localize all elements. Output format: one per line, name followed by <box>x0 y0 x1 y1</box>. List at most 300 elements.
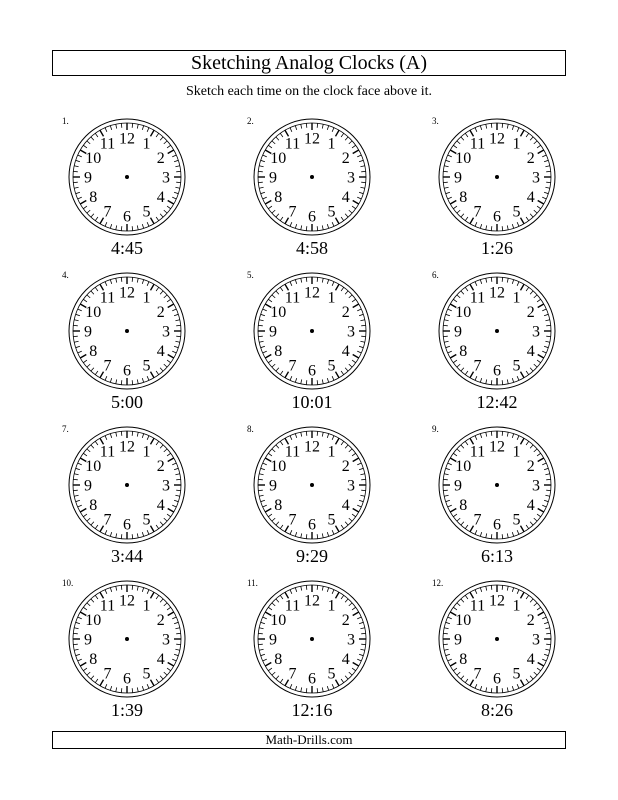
minute-tick <box>301 379 302 383</box>
minute-tick <box>517 282 519 286</box>
clock-numeral: 1 <box>327 443 336 461</box>
hour-tick <box>336 284 340 290</box>
clock-numeral: 11 <box>99 443 116 461</box>
minute-tick <box>327 686 328 690</box>
minute-tick <box>537 360 541 363</box>
minute-tick <box>137 278 138 282</box>
clock-numeral: 4 <box>341 651 350 668</box>
clock-numeral: 6 <box>308 516 316 534</box>
clock-numeral: 2 <box>526 304 535 321</box>
minute-tick <box>359 622 363 623</box>
minute-tick <box>295 280 296 284</box>
minute-tick <box>167 145 171 148</box>
hour-tick <box>538 612 544 616</box>
minute-tick <box>105 128 107 132</box>
minute-tick <box>322 278 323 282</box>
minute-tick <box>174 192 178 193</box>
clock-numeral: 4 <box>156 651 165 668</box>
minute-tick <box>486 379 487 383</box>
hour-tick <box>450 509 456 513</box>
clock-numeral: 11 <box>469 289 486 307</box>
target-time: 4:45 <box>110 238 143 258</box>
minute-tick <box>517 436 519 440</box>
minute-tick <box>322 124 323 128</box>
clock-numeral: 4 <box>526 651 535 668</box>
minute-tick <box>290 590 292 594</box>
hour-tick <box>151 218 155 224</box>
minute-tick <box>295 126 296 130</box>
hour-tick <box>450 355 456 359</box>
clock-numeral: 10 <box>85 458 102 475</box>
clock-numeral: 11 <box>99 135 116 153</box>
minute-tick <box>352 668 356 671</box>
minute-tick <box>545 495 549 496</box>
minute-tick <box>280 441 283 445</box>
clock-numeral: 12 <box>119 438 135 456</box>
minute-tick <box>530 368 533 371</box>
minute-tick <box>537 607 541 610</box>
clock-numeral: 7 <box>288 357 297 375</box>
minute-tick <box>259 495 263 496</box>
hour-tick <box>168 458 174 462</box>
target-time: 1:26 <box>480 238 513 258</box>
minute-tick <box>276 368 279 371</box>
hour-tick <box>151 438 155 444</box>
minute-tick <box>322 586 323 590</box>
problem-number: 6. <box>432 270 439 280</box>
minute-tick <box>276 522 279 525</box>
hour-tick <box>450 663 456 667</box>
minute-tick <box>345 676 348 679</box>
minute-tick <box>444 628 448 629</box>
minute-tick <box>453 360 457 363</box>
minute-tick <box>142 280 143 284</box>
minute-tick <box>507 533 508 537</box>
minute-tick <box>534 141 537 144</box>
clock-numeral: 12 <box>119 284 135 302</box>
minute-tick <box>280 595 283 599</box>
hour-tick <box>168 509 174 513</box>
minute-tick <box>290 684 292 688</box>
minute-tick <box>537 299 541 302</box>
target-time: 8:26 <box>480 700 513 720</box>
hour-tick <box>521 438 525 444</box>
minute-tick <box>360 166 364 167</box>
minute-tick <box>542 197 546 199</box>
minute-tick <box>448 197 452 199</box>
clock-numeral: 9 <box>454 477 462 495</box>
minute-tick <box>332 128 334 132</box>
hour-tick <box>353 612 359 616</box>
minute-tick <box>276 214 279 217</box>
minute-tick <box>116 432 117 436</box>
hour-tick <box>336 372 340 378</box>
minute-tick <box>105 282 107 286</box>
clock-numeral: 6 <box>123 516 131 534</box>
clock-numeral: 12 <box>489 592 505 610</box>
minute-tick <box>457 364 460 367</box>
minute-tick <box>542 659 546 661</box>
problem-number: 2. <box>247 116 254 126</box>
minute-tick <box>545 474 549 475</box>
minute-tick <box>175 628 179 629</box>
minute-tick <box>95 525 98 529</box>
minute-tick <box>530 522 533 525</box>
minute-tick <box>480 686 481 690</box>
clock-problem <box>237 420 387 570</box>
problem-number: 10. <box>62 578 74 588</box>
minute-tick <box>352 453 356 456</box>
minute-tick <box>175 649 179 650</box>
minute-tick <box>172 309 176 311</box>
clock-numeral: 1 <box>327 289 336 307</box>
minute-tick <box>276 445 279 448</box>
clock-numeral: 3 <box>162 631 170 649</box>
clock-numeral: 2 <box>341 612 350 629</box>
minute-tick <box>276 676 279 679</box>
hour-tick <box>450 201 456 205</box>
minute-tick <box>446 500 450 501</box>
minute-tick <box>359 500 363 501</box>
minute-tick <box>545 628 549 629</box>
minute-tick <box>359 654 363 655</box>
minute-tick <box>530 599 533 602</box>
minute-tick <box>142 588 143 592</box>
hour-tick <box>538 509 544 513</box>
minute-tick <box>359 314 363 315</box>
clock-numeral: 3 <box>347 169 355 187</box>
minute-tick <box>78 309 82 311</box>
minute-tick <box>160 214 163 217</box>
problem-number: 3. <box>432 116 439 126</box>
clock-numeral: 2 <box>156 150 165 167</box>
minute-tick <box>341 371 344 375</box>
minute-tick <box>280 371 283 375</box>
clock-numeral: 12 <box>119 592 135 610</box>
minute-tick <box>272 449 275 452</box>
minute-tick <box>116 533 117 537</box>
minute-tick <box>544 622 548 623</box>
minute-tick <box>87 449 90 452</box>
minute-tick <box>345 599 348 602</box>
minute-tick <box>74 187 78 188</box>
clock-numeral: 6 <box>123 362 131 380</box>
minute-tick <box>349 141 352 144</box>
minute-tick <box>268 206 272 209</box>
minute-tick <box>332 222 334 226</box>
minute-tick <box>74 166 78 167</box>
clock-center-dot <box>310 329 314 333</box>
minute-tick <box>74 628 78 629</box>
minute-tick <box>142 126 143 130</box>
minute-tick <box>322 687 323 691</box>
minute-tick <box>444 474 448 475</box>
minute-tick <box>544 500 548 501</box>
minute-tick <box>105 530 107 534</box>
minute-tick <box>453 607 457 610</box>
minute-tick <box>91 368 94 371</box>
minute-tick <box>91 291 94 294</box>
minute-tick <box>512 378 513 382</box>
minute-tick <box>280 133 283 137</box>
minute-tick <box>164 603 167 606</box>
minute-tick <box>352 206 356 209</box>
minute-tick <box>486 278 487 282</box>
minute-tick <box>156 133 159 137</box>
minute-tick <box>74 320 78 321</box>
minute-tick <box>110 686 111 690</box>
clock-numeral: 2 <box>156 304 165 321</box>
clock-numeral: 8 <box>89 189 98 206</box>
minute-tick <box>537 453 541 456</box>
problem-number: 12. <box>432 578 444 588</box>
clock-numeral: 10 <box>85 304 102 321</box>
minute-tick <box>95 133 98 137</box>
minute-tick <box>332 684 334 688</box>
minute-tick <box>327 280 328 284</box>
problem-number: 7. <box>62 424 69 434</box>
problem-number: 11. <box>247 578 258 588</box>
clock-numeral: 8 <box>274 497 283 514</box>
clock-numeral: 9 <box>454 323 462 341</box>
clock-numeral: 6 <box>493 670 501 688</box>
clock-numeral: 3 <box>532 477 540 495</box>
minute-tick <box>526 595 529 599</box>
clock-numeral: 10 <box>270 458 287 475</box>
clock-numeral: 5 <box>142 357 151 375</box>
minute-tick <box>156 679 159 683</box>
minute-tick <box>341 287 344 291</box>
minute-tick <box>322 533 323 537</box>
hour-tick <box>80 509 86 513</box>
footer-credit: Math-Drills.com <box>52 731 566 749</box>
clock-numeral: 2 <box>526 612 535 629</box>
minute-tick <box>175 495 179 496</box>
target-time: 1:39 <box>110 700 143 720</box>
minute-tick <box>537 206 541 209</box>
minute-tick <box>475 128 477 132</box>
minute-tick <box>83 360 87 363</box>
minute-tick <box>164 295 167 298</box>
minute-tick <box>147 222 149 226</box>
minute-tick <box>352 360 356 363</box>
minute-tick <box>116 687 117 691</box>
hour-tick <box>353 458 359 462</box>
minute-tick <box>461 676 464 679</box>
minute-tick <box>349 672 352 675</box>
clock-numeral: 8 <box>89 497 98 514</box>
minute-tick <box>480 532 481 536</box>
minute-tick <box>475 530 477 534</box>
minute-tick <box>110 126 111 130</box>
clock-numeral: 12 <box>304 438 320 456</box>
minute-tick <box>475 376 477 380</box>
minute-tick <box>453 145 457 148</box>
hour-tick <box>151 284 155 290</box>
minute-tick <box>461 291 464 294</box>
minute-tick <box>175 187 179 188</box>
minute-tick <box>534 518 537 521</box>
minute-tick <box>167 360 171 363</box>
clock-numeral: 8 <box>459 651 468 668</box>
minute-tick <box>272 364 275 367</box>
minute-tick <box>448 659 452 661</box>
minute-tick <box>341 441 344 445</box>
minute-tick <box>295 224 296 228</box>
minute-tick <box>174 468 178 469</box>
minute-tick <box>116 225 117 229</box>
minute-tick <box>156 441 159 445</box>
minute-tick <box>486 432 487 436</box>
minute-tick <box>261 346 265 347</box>
minute-tick <box>448 309 452 311</box>
minute-tick <box>137 533 138 537</box>
minute-tick <box>457 518 460 521</box>
hour-tick <box>168 355 174 359</box>
hour-tick <box>265 201 271 205</box>
minute-tick <box>268 668 272 671</box>
minute-tick <box>137 124 138 128</box>
clock-center-dot <box>310 175 314 179</box>
minute-tick <box>95 595 98 599</box>
minute-tick <box>164 518 167 521</box>
minute-tick <box>357 617 361 619</box>
minute-tick <box>480 378 481 382</box>
minute-tick <box>512 126 513 130</box>
clock-numeral: 11 <box>284 443 301 461</box>
minute-tick <box>465 441 468 445</box>
hour-tick <box>151 372 155 378</box>
minute-tick <box>480 126 481 130</box>
minute-tick <box>164 141 167 144</box>
minute-tick <box>512 224 513 228</box>
minute-tick <box>526 679 529 683</box>
clock-numeral: 6 <box>493 208 501 226</box>
minute-tick <box>507 432 508 436</box>
minute-tick <box>174 500 178 501</box>
minute-tick <box>263 197 267 199</box>
minute-tick <box>263 659 267 661</box>
clock-numeral: 5 <box>512 357 521 375</box>
minute-tick <box>517 530 519 534</box>
minute-tick <box>301 586 302 590</box>
minute-tick <box>332 590 334 594</box>
problem-number: 1. <box>62 116 69 126</box>
clock-numeral: 7 <box>473 511 482 529</box>
minute-tick <box>486 533 487 537</box>
minute-tick <box>83 514 87 517</box>
clock-numeral: 6 <box>308 670 316 688</box>
clock-numeral: 9 <box>269 169 277 187</box>
minute-tick <box>327 588 328 592</box>
problem-number: 9. <box>432 424 439 434</box>
minute-tick <box>174 622 178 623</box>
clock-numeral: 6 <box>123 670 131 688</box>
minute-tick <box>486 225 487 229</box>
clock-numeral: 4 <box>156 343 165 360</box>
minute-tick <box>341 595 344 599</box>
minute-tick <box>301 533 302 537</box>
minute-tick <box>465 287 468 291</box>
minute-tick <box>542 505 546 507</box>
target-time: 10:01 <box>291 392 333 412</box>
clock-numeral: 12 <box>489 284 505 302</box>
minute-tick <box>87 141 90 144</box>
minute-tick <box>327 378 328 382</box>
minute-tick <box>301 124 302 128</box>
clock-numeral: 5 <box>327 203 336 221</box>
minute-tick <box>444 341 448 342</box>
minute-tick <box>507 687 508 691</box>
minute-tick <box>272 210 275 213</box>
minute-tick <box>172 659 176 661</box>
clock-numeral: 3 <box>532 631 540 649</box>
minute-tick <box>465 525 468 529</box>
minute-tick <box>164 672 167 675</box>
minute-tick <box>465 133 468 137</box>
minute-tick <box>301 687 302 691</box>
clock-numeral: 8 <box>459 189 468 206</box>
minute-tick <box>87 210 90 213</box>
minute-tick <box>537 668 541 671</box>
hour-tick <box>151 130 155 136</box>
minute-tick <box>259 320 263 321</box>
minute-tick <box>457 210 460 213</box>
minute-tick <box>480 280 481 284</box>
minute-tick <box>175 166 179 167</box>
minute-tick <box>526 371 529 375</box>
minute-tick <box>167 514 171 517</box>
problem-number: 8. <box>247 424 254 434</box>
minute-tick <box>142 224 143 228</box>
target-time: 9:29 <box>295 546 328 566</box>
clock-center-dot <box>125 175 129 179</box>
clock-numeral: 9 <box>454 169 462 187</box>
minute-tick <box>74 341 78 342</box>
minute-tick <box>345 522 348 525</box>
minute-tick <box>91 599 94 602</box>
minute-tick <box>295 532 296 536</box>
minute-tick <box>172 505 176 507</box>
clock-numeral: 11 <box>284 597 301 615</box>
minute-tick <box>465 371 468 375</box>
minute-tick <box>268 607 272 610</box>
clock-numeral: 7 <box>103 203 112 221</box>
hour-tick <box>265 355 271 359</box>
minute-tick <box>261 500 265 501</box>
clock-numeral: 3 <box>347 631 355 649</box>
clock-numeral: 12 <box>304 592 320 610</box>
minute-tick <box>341 217 344 221</box>
clock-numeral: 8 <box>459 343 468 360</box>
minute-tick <box>526 217 529 221</box>
minute-tick <box>537 514 541 517</box>
clock-problem <box>422 112 572 262</box>
minute-tick <box>545 341 549 342</box>
minute-tick <box>280 287 283 291</box>
hour-tick <box>538 304 544 308</box>
clock-numeral: 8 <box>89 651 98 668</box>
minute-tick <box>465 217 468 221</box>
minute-tick <box>160 599 163 602</box>
clock-numeral: 9 <box>84 631 92 649</box>
minute-tick <box>446 622 450 623</box>
minute-tick <box>457 672 460 675</box>
clock-numeral: 5 <box>327 665 336 683</box>
minute-tick <box>78 505 82 507</box>
minute-tick <box>359 468 363 469</box>
minute-tick <box>544 654 548 655</box>
